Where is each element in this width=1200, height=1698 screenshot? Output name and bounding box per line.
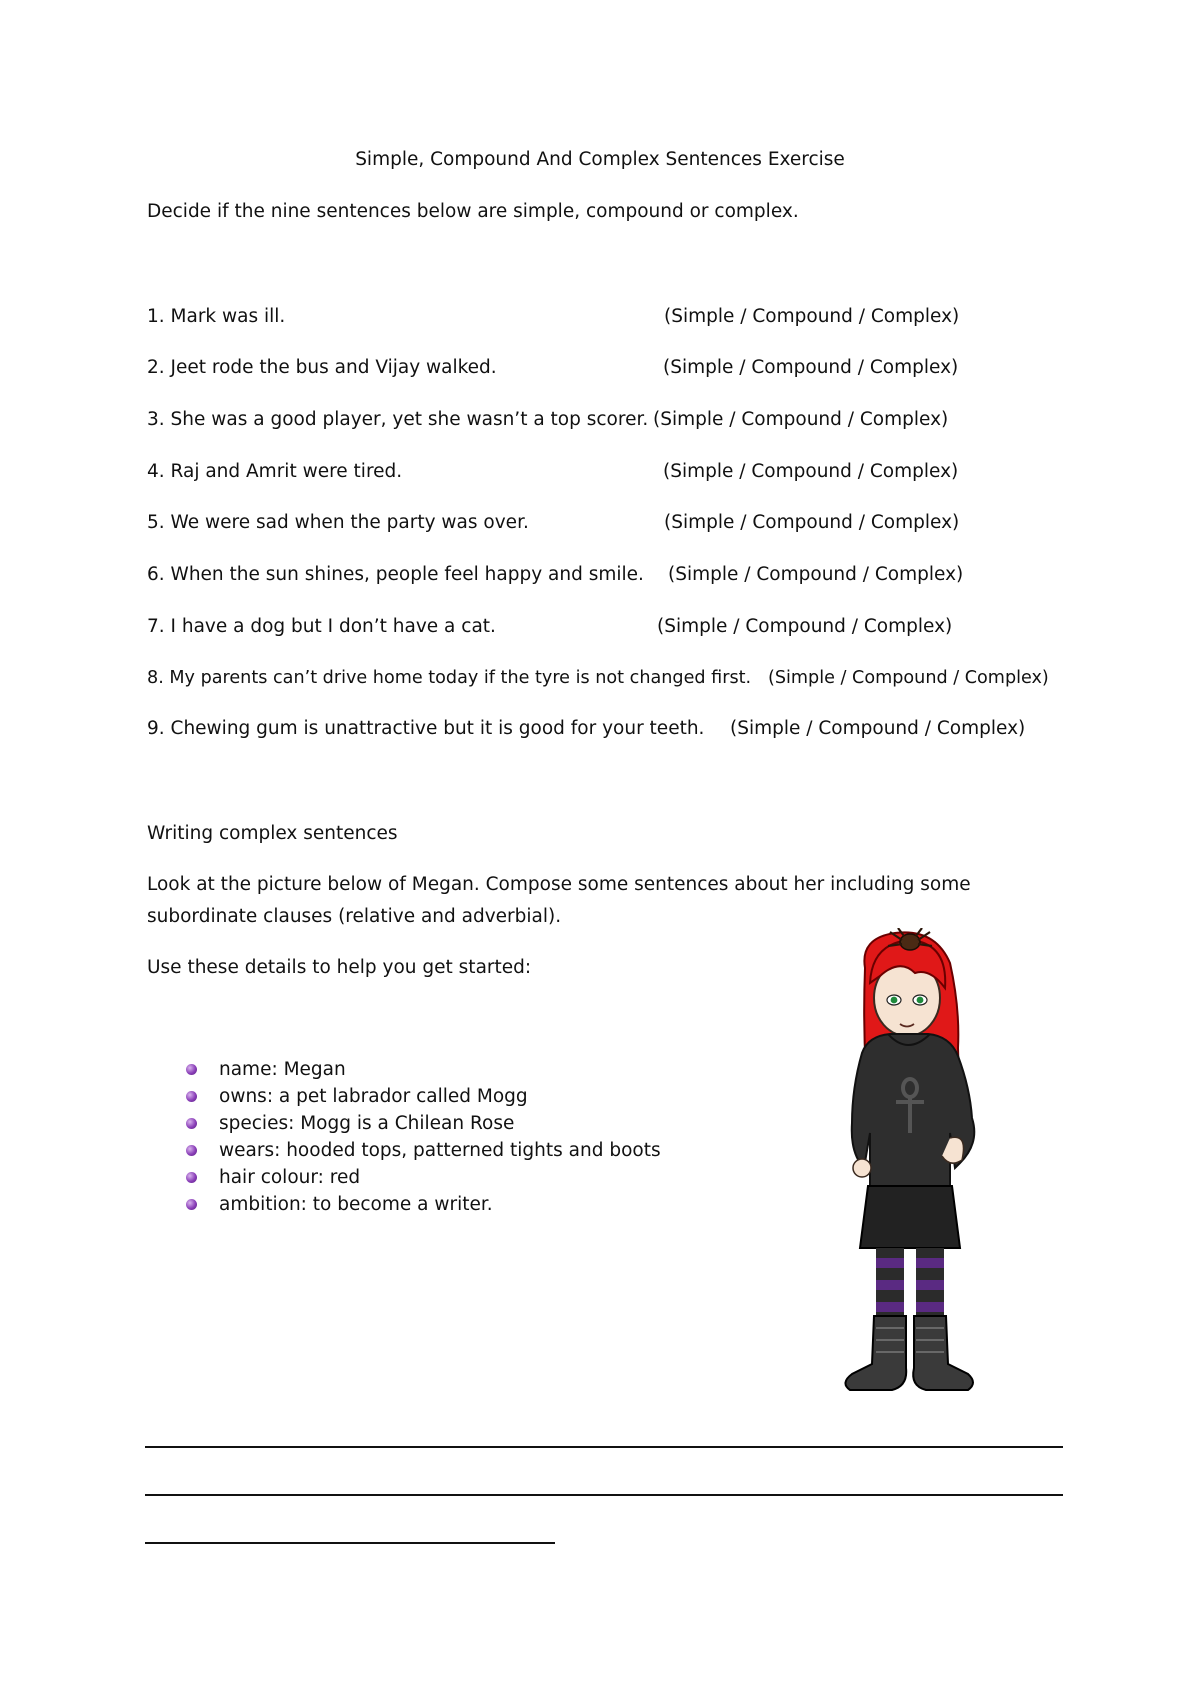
- purple-bullet-icon: [186, 1199, 197, 1210]
- sentence-5: 5. We were sad when the party was over.: [147, 512, 529, 533]
- sentence-8-options: (Simple / Compound / Complex): [768, 668, 1049, 688]
- purple-bullet-icon: [186, 1145, 197, 1156]
- instruction-text: Decide if the nine sentences below are simple, compound or complex.: [147, 201, 799, 222]
- sentence-5-options: (Simple / Compound / Complex): [664, 512, 960, 533]
- sentence-2: 2. Jeet rode the bus and Vijay walked.: [147, 357, 497, 378]
- sentence-1: 1. Mark was ill.: [147, 306, 286, 327]
- details-intro: Use these details to help you get started:: [147, 957, 532, 978]
- sentence-6-options: (Simple / Compound / Complex): [668, 564, 964, 585]
- sentence-8: 8. My parents can’t drive home today if the tyre is not changed first.: [147, 668, 752, 688]
- answer-line-2: [145, 1494, 1063, 1496]
- answer-line-1: [145, 1446, 1063, 1448]
- sentence-4: 4. Raj and Amrit were tired.: [147, 461, 403, 482]
- sentence-2-options: (Simple / Compound / Complex): [663, 357, 959, 378]
- purple-bullet-icon: [186, 1064, 197, 1075]
- sentence-6: 6. When the sun shines, people feel happy and smile.: [147, 564, 644, 585]
- sentence-3-options: (Simple / Compound / Complex): [653, 409, 949, 430]
- list-item: name: Megan: [186, 1058, 661, 1085]
- purple-bullet-icon: [186, 1172, 197, 1183]
- left-boot: [845, 1316, 906, 1390]
- skirt: [860, 1186, 960, 1248]
- list-item: species: Mogg is a Chilean Rose: [186, 1112, 661, 1139]
- answer-line-3: [145, 1542, 555, 1544]
- writing-prompt-line-1: Look at the picture below of Megan. Compose some sentences about her including some: [147, 874, 971, 895]
- list-item: wears: hooded tops, patterned tights and boots: [186, 1139, 661, 1166]
- list-item: hair colour: red: [186, 1166, 661, 1193]
- list-item: owns: a pet labrador called Mogg: [186, 1085, 661, 1112]
- sentence-9: 9. Chewing gum is unattractive but it is good for your teeth.: [147, 718, 705, 739]
- sentence-3: 3. She was a good player, yet she wasn’t a top scorer.: [147, 409, 649, 430]
- sentence-4-options: (Simple / Compound / Complex): [663, 461, 959, 482]
- sentence-9-options: (Simple / Compound / Complex): [730, 718, 1026, 739]
- writing-prompt-line-2: subordinate clauses (relative and adverbial).: [147, 906, 562, 927]
- page-title: Simple, Compound And Complex Sentences Exercise: [355, 149, 845, 170]
- sentence-7-options: (Simple / Compound / Complex): [657, 616, 953, 637]
- purple-bullet-icon: [186, 1091, 197, 1102]
- writing-heading: Writing complex sentences: [147, 823, 398, 844]
- sentence-7: 7. I have a dog but I don’t have a cat.: [147, 616, 496, 637]
- right-boot: [913, 1316, 973, 1390]
- details-list: [186, 1058, 661, 1220]
- purple-bullet-icon: [186, 1118, 197, 1129]
- list-item: ambition: to become a writer.: [186, 1193, 661, 1220]
- sentence-1-options: (Simple / Compound / Complex): [664, 306, 960, 327]
- megan-illustration: [810, 928, 1020, 1398]
- striped-tights: [876, 1248, 944, 1318]
